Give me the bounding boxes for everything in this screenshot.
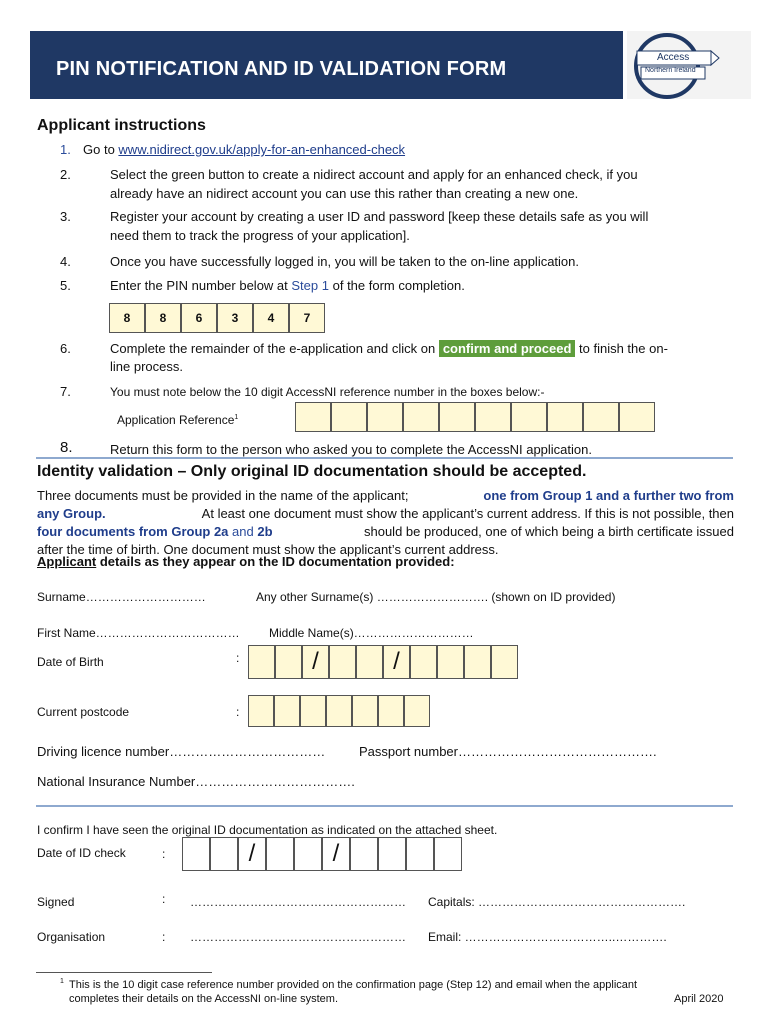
dob-label: Date of Birth <box>37 655 104 669</box>
dob-box[interactable] <box>437 645 464 679</box>
id-date-separator: / <box>322 837 350 871</box>
footnote-rule <box>36 972 212 973</box>
details-heading-applicant: Applicant <box>37 554 97 569</box>
id-date-separator: / <box>238 837 266 871</box>
first-name-field[interactable]: First Name……………………………… <box>37 626 240 640</box>
step-4-number: 4. <box>60 254 71 269</box>
app-ref-label: Application Reference <box>117 413 235 427</box>
id-date-box[interactable] <box>378 837 406 871</box>
driving-licence-field[interactable]: Driving licence number……………………………… <box>37 744 326 759</box>
confirm-and-proceed-button: confirm and proceed <box>439 340 576 357</box>
app-ref-box[interactable] <box>439 402 475 432</box>
app-ref-box[interactable] <box>475 402 511 432</box>
step-5-pre: Enter the PIN number below at <box>110 278 288 293</box>
email-field[interactable]: Email: ………………………………..…………. <box>428 930 667 944</box>
id-para-l3a: four documents from Group 2a <box>37 524 229 539</box>
dob-box[interactable] <box>248 645 275 679</box>
instructions-heading: Applicant instructions <box>37 117 206 134</box>
organisation-colon: : <box>162 930 166 944</box>
step-3-number: 3. <box>60 209 71 224</box>
step-2-line-2: already have an nidirect account you can use this rather than creating a new one. <box>110 186 579 201</box>
identity-heading: Identity validation – Only original ID documentation should be accepted. <box>37 463 587 480</box>
postcode-label: Current postcode <box>37 705 130 719</box>
id-check-date-label: Date of ID check <box>37 846 126 860</box>
pin-digit: 3 <box>217 303 253 333</box>
app-ref-box[interactable] <box>403 402 439 432</box>
postcode-colon: : <box>236 705 240 719</box>
organisation-label: Organisation <box>37 930 106 944</box>
page-title: PIN NOTIFICATION AND ID VALIDATION FORM <box>56 58 507 80</box>
pin-boxes <box>109 303 325 333</box>
postcode-box[interactable] <box>300 695 326 727</box>
signed-colon: : <box>162 892 166 906</box>
id-para-l1a: Three documents must be provided in the name of the applicant; <box>37 488 409 503</box>
id-date-box[interactable] <box>350 837 378 871</box>
section-divider <box>36 805 733 807</box>
app-ref-boxes <box>295 402 655 432</box>
dob-colon: : <box>236 651 240 665</box>
signature-field[interactable]: ……………………………………………… <box>190 895 406 909</box>
id-date-box[interactable] <box>182 837 210 871</box>
dob-separator: / <box>383 645 410 679</box>
surname-field[interactable]: Surname………………………… <box>37 590 206 604</box>
footnote-line-2: completes their details on the AccessNI on-line system. <box>69 993 339 1005</box>
postcode-box[interactable] <box>378 695 404 727</box>
step-6-number: 6. <box>60 341 71 356</box>
step-6-line-2: line process. <box>110 359 183 374</box>
form-date: April 2020 <box>674 993 724 1005</box>
postcode-box[interactable] <box>352 695 378 727</box>
app-ref-box[interactable] <box>583 402 619 432</box>
passport-field[interactable]: Passport number………………………………………. <box>359 744 657 759</box>
accessni-logo <box>627 31 751 99</box>
logo-text-access: Access <box>657 52 690 63</box>
dob-box[interactable] <box>410 645 437 679</box>
id-para-l1b: one from Group 1 and a further two from <box>483 488 734 503</box>
section-divider <box>36 457 733 459</box>
pin-digit: 7 <box>289 303 325 333</box>
step-3-line-2: need them to track the progress of your application]. <box>110 228 410 243</box>
id-para-l3d: should be produced, one of which being a birth certificate issued <box>363 524 734 539</box>
app-ref-box[interactable] <box>619 402 655 432</box>
app-ref-box[interactable] <box>367 402 403 432</box>
postcode-boxes <box>248 695 430 727</box>
app-ref-box[interactable] <box>331 402 367 432</box>
dob-box[interactable] <box>491 645 518 679</box>
id-check-colon: : <box>162 847 166 861</box>
postcode-box[interactable] <box>326 695 352 727</box>
capitals-field[interactable]: Capitals: ……………………………………………. <box>428 895 686 909</box>
postcode-box[interactable] <box>404 695 430 727</box>
pin-digit: 4 <box>253 303 289 333</box>
id-date-box[interactable] <box>294 837 322 871</box>
id-para-l2b: At least one document must show the applicant’s current address. If this is not possible, then <box>201 506 734 521</box>
dob-box[interactable] <box>356 645 383 679</box>
step-3-line-1: Register your account by creating a user ID and password [keep these details safe as you will <box>110 209 649 224</box>
step-1-number: 1. <box>60 142 71 157</box>
step-6-pre: Complete the remainder of the e-application and click on <box>110 341 436 356</box>
id-check-date-boxes <box>182 837 462 871</box>
step-5-number: 5. <box>60 278 71 293</box>
dob-boxes <box>248 645 518 679</box>
middle-name-field[interactable]: Middle Name(s)………………………… <box>269 626 474 640</box>
id-date-box[interactable] <box>266 837 294 871</box>
ni-number-field[interactable]: National Insurance Number………………………………. <box>37 774 355 789</box>
pin-digit: 8 <box>145 303 181 333</box>
postcode-box[interactable] <box>274 695 300 727</box>
signed-label: Signed <box>37 895 75 909</box>
step-2-number: 2. <box>60 167 71 182</box>
step-4-text: Once you have successfully logged in, you will be taken to the on-line application. <box>110 254 580 269</box>
dob-box[interactable] <box>464 645 491 679</box>
logo-text-ni: Northern Ireland <box>645 67 696 74</box>
confirm-statement: I confirm I have seen the original ID documentation as indicated on the attached sheet. <box>37 823 498 837</box>
pin-digit: 8 <box>109 303 145 333</box>
id-para-l3c: 2b <box>257 524 273 539</box>
step-6-post: to finish the on- <box>579 341 668 356</box>
footnote-line-1: This is the 10 digit case reference number provided on the confirmation page (Step 12) and email when the applicant <box>69 979 638 991</box>
dob-box[interactable] <box>275 645 302 679</box>
step-2-line-1: Select the green button to create a nidirect account and apply for an enhanced check, if you <box>110 167 638 182</box>
step-8-number: 8. <box>60 439 73 456</box>
step-1-text: Go to <box>83 142 115 157</box>
id-date-box[interactable] <box>210 837 238 871</box>
step-7-number: 7. <box>60 384 71 399</box>
nidirect-link[interactable]: www.nidirect.gov.uk/apply-for-an-enhanced-check <box>118 142 406 157</box>
app-ref-footnote-mark: 1 <box>234 414 239 421</box>
footnote-mark: 1 <box>60 978 64 985</box>
step-8-text: Return this form to the person who asked you to complete the AccessNI application. <box>110 442 592 457</box>
id-date-box[interactable] <box>406 837 434 871</box>
id-para-l2a: any Group. <box>37 506 106 521</box>
organisation-field[interactable]: ……………………………………………… <box>190 930 406 944</box>
other-surname-field[interactable]: Any other Surname(s) ………………………. (shown on ID provided) <box>256 590 616 604</box>
id-para-l3b: and <box>232 524 254 539</box>
step-7-text: You must note below the 10 digit AccessNI reference number in the boxes below:- <box>110 385 545 399</box>
app-ref-box[interactable] <box>295 402 331 432</box>
identity-paragraph <box>37 487 734 559</box>
app-ref-box[interactable] <box>547 402 583 432</box>
app-ref-box[interactable] <box>511 402 547 432</box>
dob-box[interactable] <box>329 645 356 679</box>
id-date-box[interactable] <box>434 837 462 871</box>
pin-digit: 6 <box>181 303 217 333</box>
postcode-box[interactable] <box>248 695 274 727</box>
details-heading-rest: details as they appear on the ID documentation provided: <box>99 554 455 569</box>
dob-separator: / <box>302 645 329 679</box>
id-para-l4: after the time of birth. One document must show the applicant’s current address. <box>37 542 499 557</box>
step-5-post: of the form completion. <box>332 278 465 293</box>
step-1-reference: Step 1 <box>291 278 329 293</box>
